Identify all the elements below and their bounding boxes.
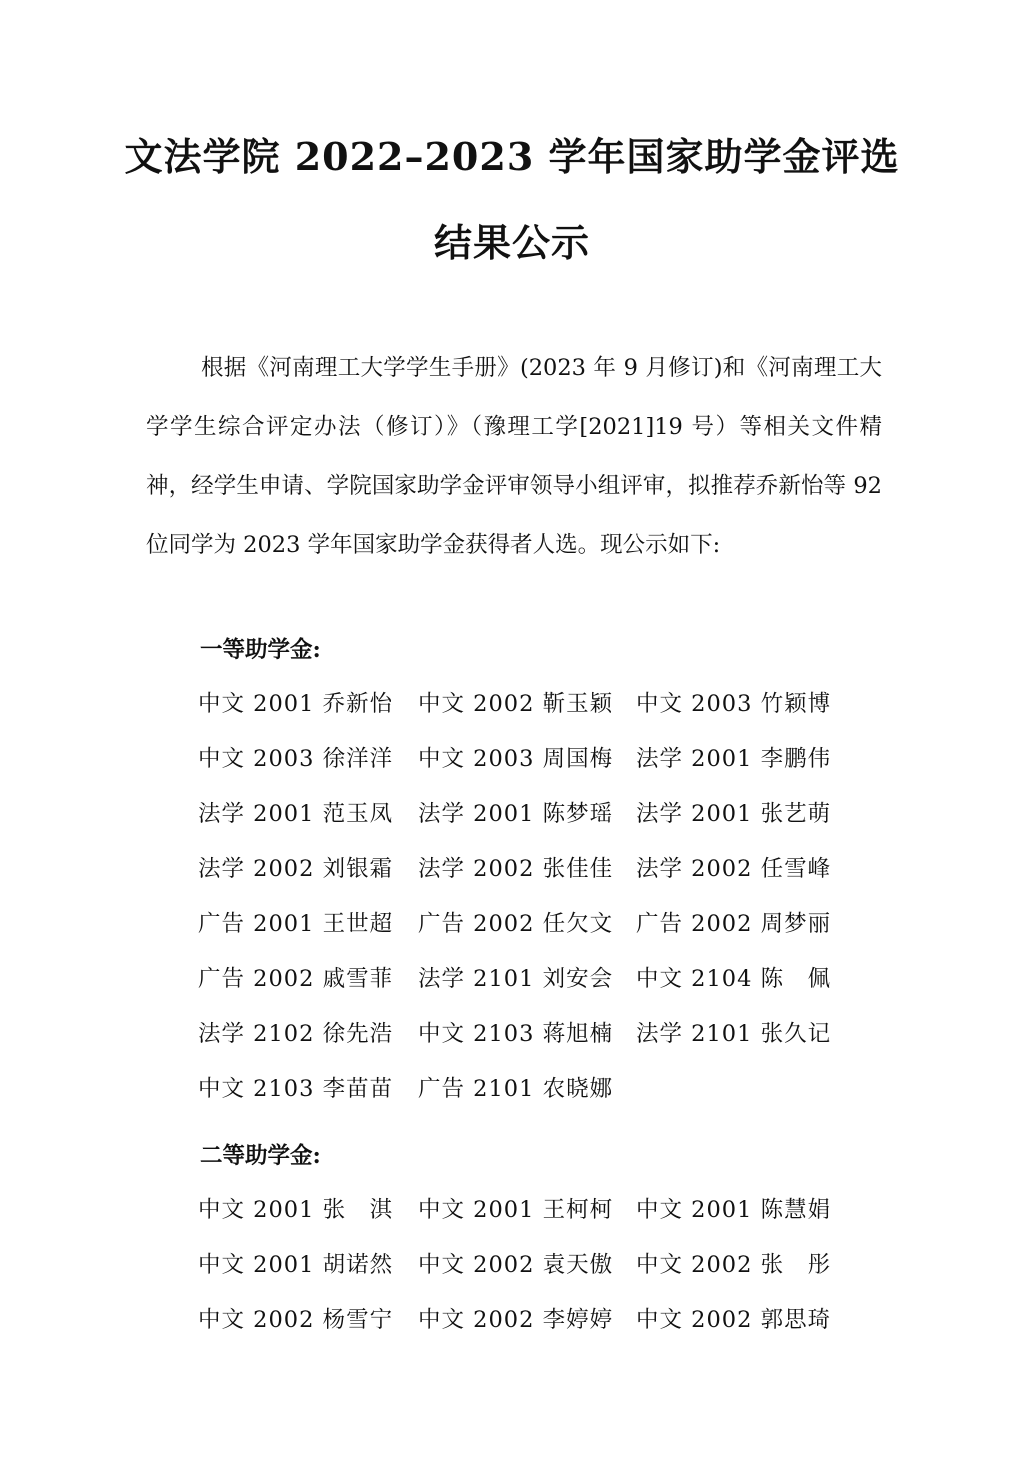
recipient-entry: 中文 2002 靳玉颖: [418, 691, 614, 717]
recipient-entry: 法学 2101 张久记: [636, 1021, 832, 1047]
recipient-entry: 法学 2001 张艺萌: [636, 801, 832, 827]
recipient-entry: 中文 2104 陈 佩: [636, 966, 832, 992]
recipient-entry: 中文 2001 张 淇: [198, 1197, 394, 1223]
recipient-entry: 法学 2001 范玉凤: [198, 801, 394, 827]
list-row: [198, 1016, 898, 1071]
recipient-entry: 中文 2001 王柯柯: [418, 1197, 614, 1223]
recipient-entry: 中文 2002 袁天傲: [418, 1252, 614, 1278]
recipient-entry: 中文 2002 郭思琦: [636, 1307, 832, 1333]
recipient-entry: 广告 2101 农晓娜: [418, 1076, 614, 1102]
recipient-entry: 广告 2002 周梦丽: [636, 911, 832, 937]
second-grade-list: [198, 1192, 898, 1357]
recipient-entry: 中文 2103 蒋旭楠: [418, 1021, 614, 1047]
intro-paragraph: 根据《河南理工大学学生手册》(2023 年 9 月修订)和《河南理工大学学生综合评定办法（修订）》（豫理工学[2021]19 号）等相关文件精神，经学生申请、学院国家助学金评审领导小组评审，拟推荐乔新怡等 92 位同学为 2023 学年国家助学金获得者人选。现公示如下:: [146, 355, 882, 558]
list-row: [198, 851, 898, 906]
recipient-entry: 中文 2001 陈慧娟: [636, 1197, 832, 1223]
recipient-entry: 中文 2003 竹颖博: [636, 691, 832, 717]
list-row: [198, 741, 898, 796]
first-grade-list: [198, 686, 898, 1126]
recipient-entry: 法学 2101 刘安会: [418, 966, 614, 992]
list-row: [198, 1071, 898, 1126]
recipient-entry: 法学 2002 任雪峰: [636, 856, 832, 882]
recipient-entry: 广告 2001 王世超: [198, 911, 394, 937]
list-row: [198, 1302, 898, 1357]
recipient-entry: 中文 2003 徐洋洋: [198, 746, 394, 772]
document-title: 文法学院 2022–2023 学年国家助学金评选: [124, 134, 900, 179]
section-heading-second-grade: 二等助学金:: [200, 1143, 321, 1169]
recipient-entry: 中文 2001 乔新怡: [198, 691, 394, 717]
recipient-entry: 中文 2002 杨雪宁: [198, 1307, 394, 1333]
recipient-entry: 广告 2002 戚雪菲: [198, 966, 394, 992]
recipient-entry: 法学 2001 陈梦瑶: [418, 801, 614, 827]
list-row: [198, 961, 898, 1016]
list-row: [198, 1247, 898, 1302]
list-row: [198, 906, 898, 961]
section-heading-first-grade: 一等助学金:: [200, 637, 321, 663]
list-row: [198, 796, 898, 851]
recipient-entry: 中文 2002 李婷婷: [418, 1307, 614, 1333]
document-subtitle: 结果公示: [433, 220, 590, 265]
recipient-entry: 法学 2102 徐先浩: [198, 1021, 394, 1047]
recipient-entry: 法学 2002 张佳佳: [418, 856, 614, 882]
recipient-entry: 法学 2001 李鹏伟: [636, 746, 832, 772]
recipient-entry: 广告 2002 任欠文: [418, 911, 614, 937]
recipient-entry: 法学 2002 刘银霜: [198, 856, 394, 882]
recipient-entry: 中文 2002 张 彤: [636, 1252, 832, 1278]
list-row: [198, 1192, 898, 1247]
recipient-entry: 中文 2103 李苗苗: [198, 1076, 394, 1102]
recipient-entry: 中文 2003 周国梅: [418, 746, 614, 772]
recipient-entry: 中文 2001 胡诺然: [198, 1252, 394, 1278]
list-row: [198, 686, 898, 741]
